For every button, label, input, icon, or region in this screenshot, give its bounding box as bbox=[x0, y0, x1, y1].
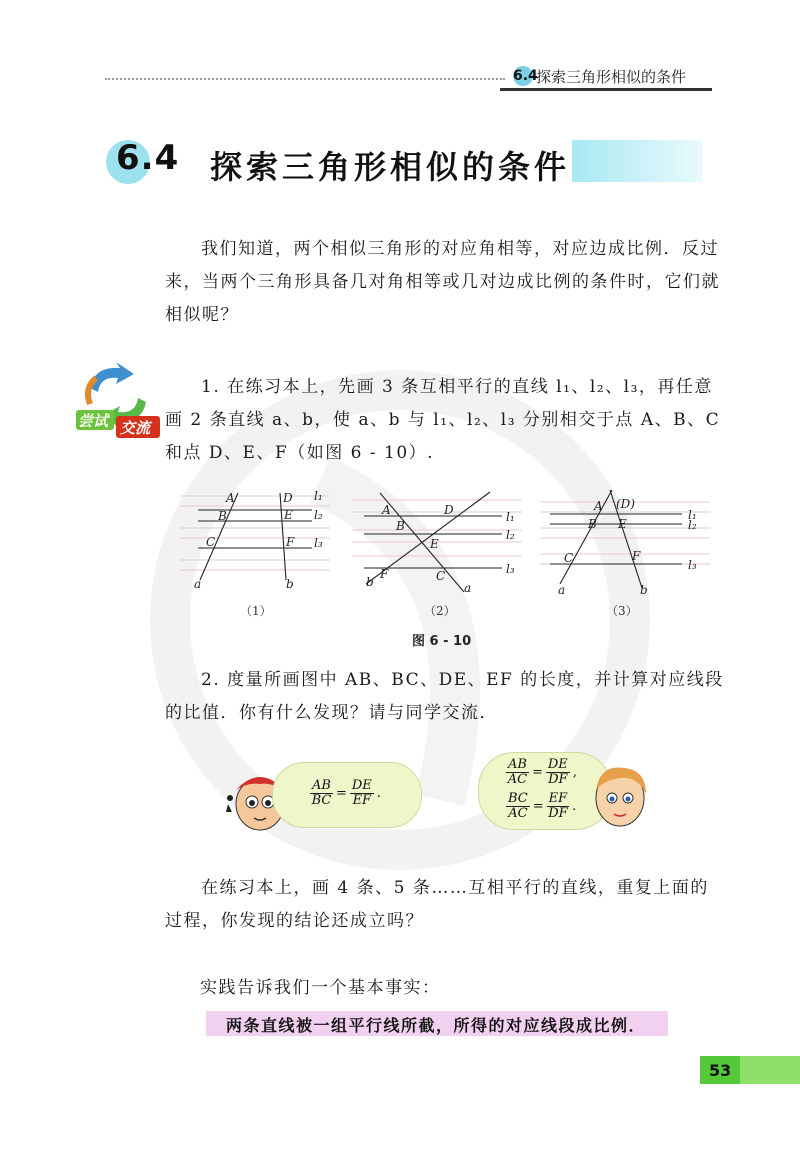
figure-3 bbox=[540, 488, 710, 600]
header-title: 探索三角形相似的条件 bbox=[536, 68, 687, 86]
paragraph-3: 在练习本上，画 4 条、5 条……互相平行的直线，重复上面的过程，你发现的结论还成立吗？ bbox=[165, 878, 709, 931]
figure-2 bbox=[352, 488, 522, 600]
fig2-label-l3: l₃ bbox=[506, 562, 515, 576]
section-title: 探索三角形相似的条件 bbox=[210, 148, 571, 186]
fig1-label-l2: l₂ bbox=[314, 508, 323, 522]
fig3-label-l1: l₁ bbox=[688, 508, 697, 522]
fig1-label-A: A bbox=[226, 491, 235, 505]
fig2-label-F: F bbox=[380, 567, 389, 581]
ratio-right-2: $\frac{BC}{AC}$ = $\frac{EF}{DF}$ . bbox=[508, 791, 577, 821]
exercise-1: 1. 在练习本上，先画 3 条互相平行的直线 l₁、l₂、l₃，再任意画 2 条直线 a、b，使 a、b 与 l₁、l₂、l₃ 分别相交于点 A、B、C 和点 D、E、F（如图 6 - 10）. bbox=[165, 377, 721, 463]
fig3-label-B: B bbox=[588, 517, 597, 531]
fig1-label-a: a bbox=[194, 577, 202, 591]
ratio-left: $\frac{AB}{BC}$ = $\frac{DE}{EF}$ . bbox=[311, 778, 381, 808]
fig3-label-l2: l₂ bbox=[688, 518, 697, 532]
fig3-label-E: E bbox=[618, 517, 627, 531]
fig3-label-A: A bbox=[594, 499, 603, 513]
fig1-label-D: D bbox=[283, 491, 293, 505]
header-section-number: 6.4 bbox=[513, 68, 538, 84]
figure-3-caption: （3） bbox=[606, 604, 638, 618]
figure-caption: 图 6 - 10 bbox=[412, 634, 472, 649]
fig2-label-l2: l₂ bbox=[506, 528, 515, 542]
fig2-label-B: B bbox=[396, 519, 405, 533]
intro-paragraph: 我们知道，两个相似三角形的对应角相等，对应边成比例．反过来，当两个三角形具备几对角相等或几对边成比例的条件时，它们就相似呢？ bbox=[165, 239, 720, 325]
header-rule bbox=[500, 88, 712, 91]
header-dotted-rule bbox=[105, 78, 505, 80]
fig1-label-l3: l₃ bbox=[314, 536, 323, 550]
fig1-label-F: F bbox=[286, 535, 295, 549]
fig1-label-b: b bbox=[286, 577, 294, 591]
fig2-label-C: C bbox=[436, 569, 446, 583]
fig3-label-C: C bbox=[564, 551, 574, 565]
page-number-tab-light bbox=[740, 1056, 800, 1084]
fact-text: 两条直线被一组平行线所截，所得的对应线段成比例． bbox=[226, 1016, 647, 1035]
fig2-label-a: a bbox=[464, 581, 472, 595]
fig1-label-C: C bbox=[206, 535, 216, 549]
tag-right-text: 交流 bbox=[120, 419, 151, 437]
fig3-label-l3: l₃ bbox=[688, 558, 697, 572]
figure-1 bbox=[180, 488, 330, 600]
student-avatar-right bbox=[590, 760, 652, 832]
ratio-right-1: $\frac{AB}{AC}$ = $\frac{DE}{DF}$ , bbox=[507, 757, 577, 787]
exercise-2: 2. 度量所画图中 AB、BC、DE、EF 的长度，并计算对应线段的比值．你有什么发现？请与同学交流． bbox=[165, 670, 724, 723]
fig2-label-b: b bbox=[366, 575, 374, 589]
section-title-band bbox=[572, 140, 702, 182]
fig3-label-D: (D) bbox=[616, 497, 635, 511]
fig2-label-l1: l₁ bbox=[506, 510, 515, 524]
fig3-label-F: F bbox=[632, 549, 641, 563]
fig2-label-D: D bbox=[444, 503, 454, 517]
figure-2-caption: （2） bbox=[424, 604, 456, 618]
fig2-label-E: E bbox=[430, 537, 439, 551]
paragraph-4: 实践告诉我们一个基本事实： bbox=[200, 978, 441, 998]
tag-left-text: 尝试 bbox=[78, 412, 109, 430]
fig1-label-l1: l₁ bbox=[314, 489, 323, 503]
fig1-label-B: B bbox=[218, 509, 227, 523]
fig3-label-b: b bbox=[640, 583, 648, 596]
fig3-label-a: a bbox=[558, 583, 566, 596]
try-discuss-icon bbox=[76, 360, 160, 440]
fig2-label-A: A bbox=[382, 503, 391, 517]
section-number: 6.4 bbox=[116, 138, 180, 178]
figure-1-caption: （1） bbox=[240, 604, 272, 618]
fig1-label-E: E bbox=[284, 508, 293, 522]
page-number: 53 bbox=[709, 1061, 732, 1080]
